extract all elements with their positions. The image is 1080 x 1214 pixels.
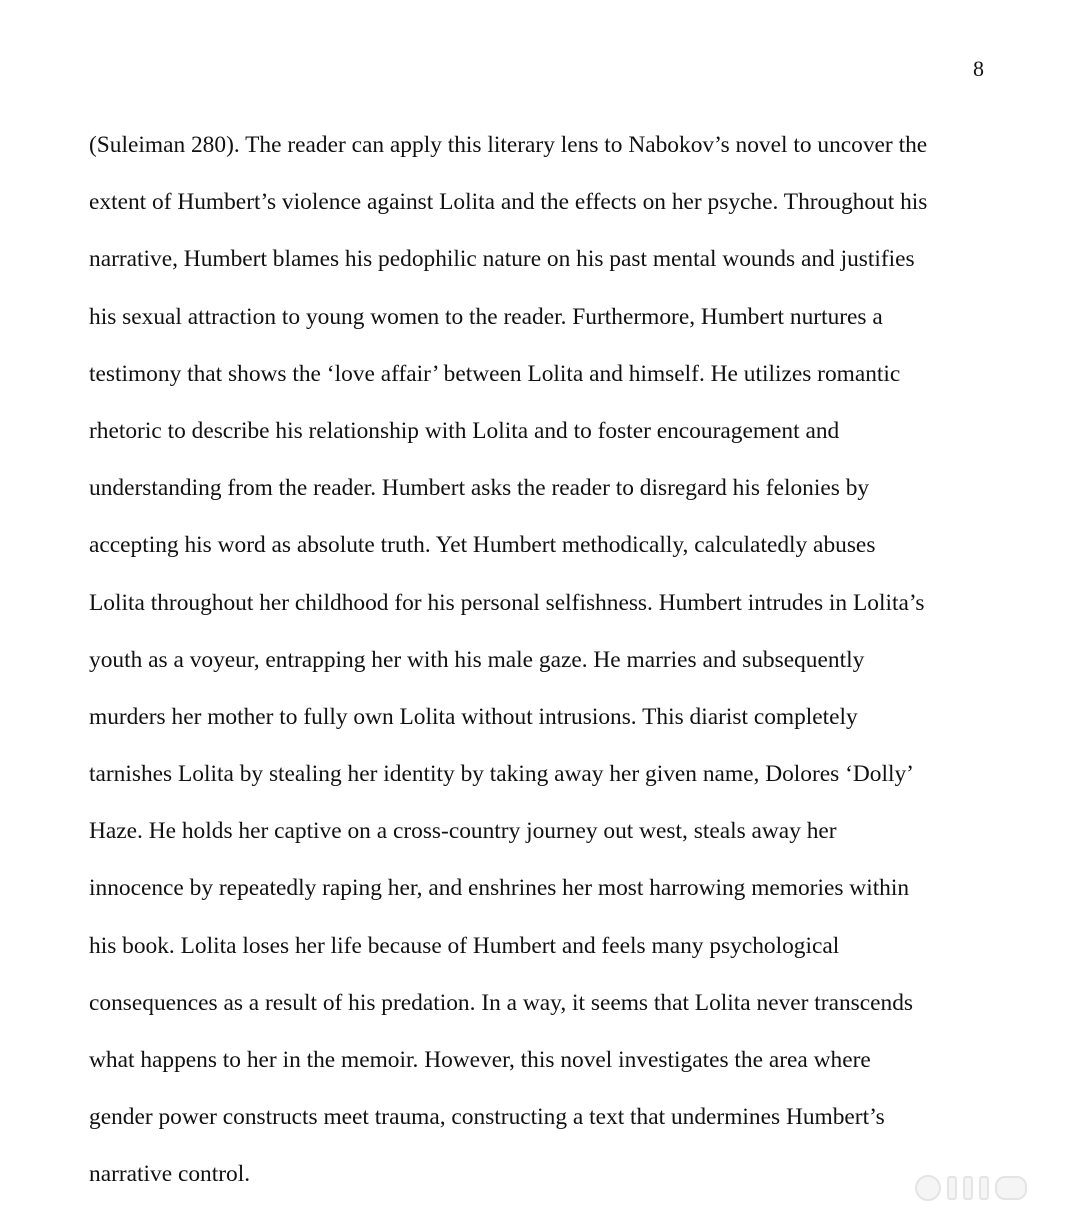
- watermark-circle-icon: [915, 1175, 941, 1201]
- text-line: extent of Humbert’s violence against Lolita and the effects on her psyche. Throughout his: [89, 189, 928, 216]
- watermark-pill-icon: [995, 1176, 1027, 1200]
- text-line: Haze. He holds her captive on a cross-country journey out west, steals away her: [89, 818, 837, 845]
- text-line: his sexual attraction to young women to the reader. Furthermore, Humbert nurtures a: [89, 303, 883, 330]
- text-line: understanding from the reader. Humbert asks the reader to disregard his felonies by: [89, 475, 870, 502]
- watermark-bar-icon: [947, 1176, 957, 1200]
- text-line: consequences as a result of his predation. In a way, it seems that Lolita never transcends: [89, 989, 914, 1016]
- watermark-bar-icon: [979, 1176, 989, 1200]
- text-line: his book. Lolita loses her life because of Humbert and feels many psychological: [89, 932, 840, 959]
- text-line: accepting his word as absolute truth. Yet Humbert methodically, calculatedly abuses: [89, 532, 876, 559]
- text-line: Lolita throughout her childhood for his personal selfishness. Humbert intrudes in Lolita’s: [89, 589, 925, 616]
- platform-watermark-icon: [915, 1173, 1065, 1203]
- text-line: (Suleiman 280). The reader can apply this literary lens to Nabokov’s novel to uncover the: [89, 132, 928, 158]
- body-paragraph: [89, 117, 1009, 1204]
- watermark-bar-icon: [963, 1176, 973, 1200]
- text-line: murders her mother to fully own Lolita without intrusions. This diarist completely: [89, 703, 858, 730]
- text-line: innocence by repeatedly raping her, and enshrines her most harrowing memories within: [89, 875, 910, 902]
- text-line: youth as a voyeur, entrapping her with his male gaze. He marries and subsequently: [89, 646, 865, 673]
- text-line: narrative control.: [89, 1161, 251, 1188]
- text-line: narrative, Humbert blames his pedophilic nature on his past mental wounds and justifies: [89, 246, 915, 273]
- text-line: what happens to her in the memoir. However, this novel investigates the area where: [89, 1047, 871, 1073]
- text-line: rhetoric to describe his relationship with Lolita and to foster encouragement and: [89, 417, 840, 444]
- text-line: tarnishes Lolita by stealing her identity by taking away her given name, Dolores ‘Dolly’: [89, 761, 914, 788]
- page-number: 8: [973, 56, 984, 81]
- text-line: testimony that shows the ‘love affair’ between Lolita and himself. He utilizes romantic: [89, 360, 901, 387]
- text-line: gender power constructs meet trauma, constructing a text that undermines Humbert’s: [89, 1104, 885, 1131]
